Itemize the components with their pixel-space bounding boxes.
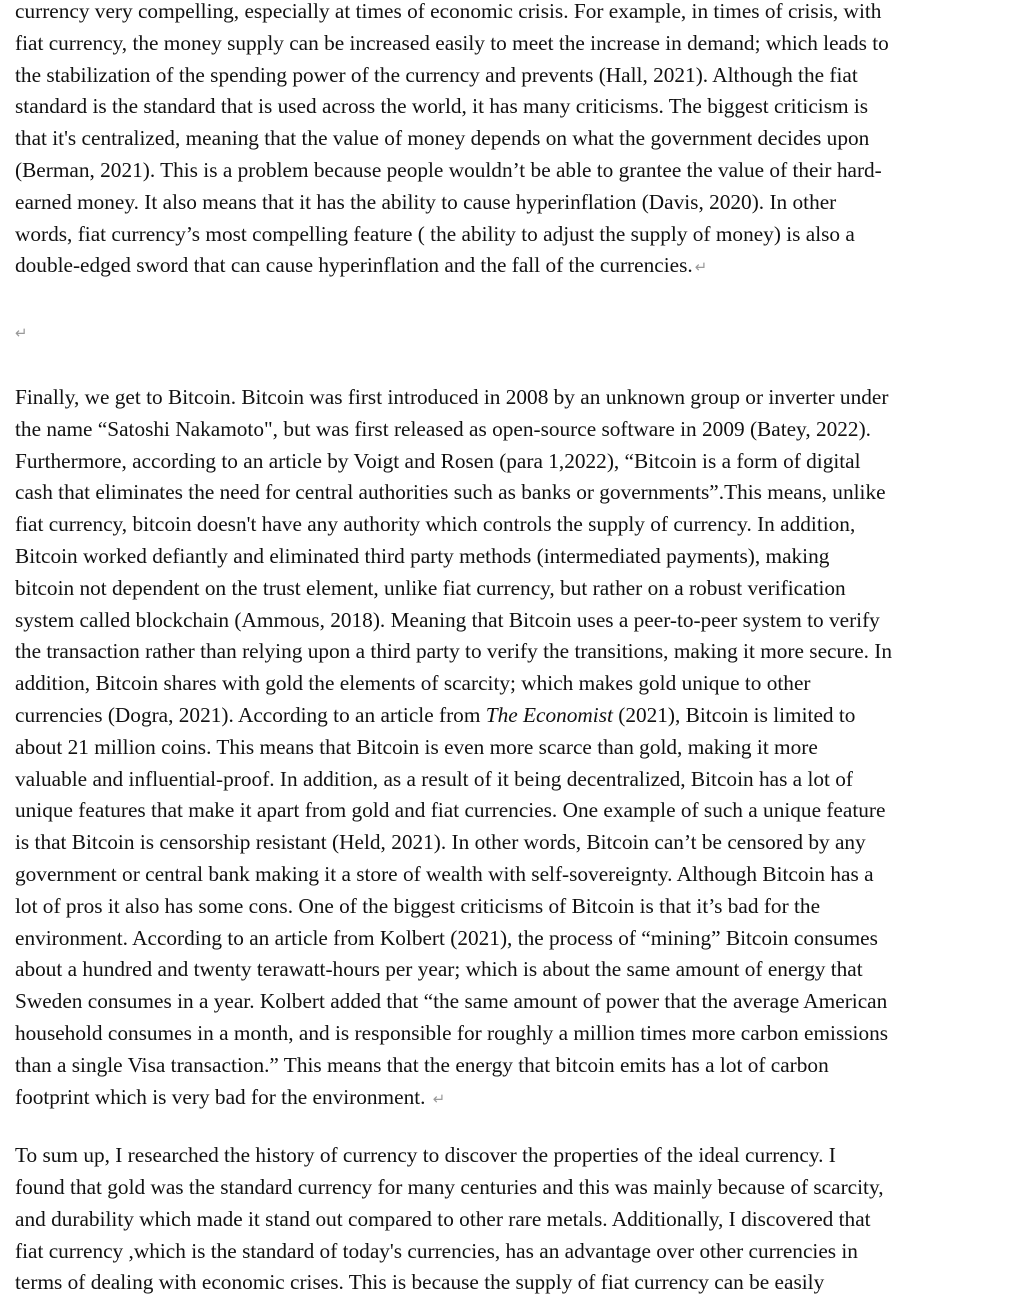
text-line: the name “Satoshi Nakamoto", but was first released as open-source software in 2009 (Batey, 2022). [15,416,871,441]
text-line: found that gold was the standard currency for many centuries and this was mainly because of scarcity, [15,1175,884,1200]
text-line: cash that eliminates the need for central authorities such as banks or governments”.This means, unlike [15,480,886,505]
text-line: about 21 million coins. This means that Bitcoin is even more scarce than gold, making it more [15,734,818,759]
text-line: To sum up, I researched the history of currency to discover the properties of the ideal currency. I [15,1143,836,1168]
text-line: that it's centralized, meaning that the value of money depends on what the government decides upon [15,126,870,151]
text-segment: currencies (Dogra, 2021). According to an article from [15,702,486,727]
text-line: and durability which made it stand out compared to other rare metals. Additionally, I discovered that [15,1206,871,1231]
text-line: Finally, we get to Bitcoin. Bitcoin was first introduced in 2008 by an unknown group or inverter under [15,384,889,409]
empty-paragraph [15,316,1007,348]
text-line-last [15,1082,1007,1116]
text-line-content: footprint which is very bad for the environment. [15,1084,431,1109]
text-line: government or central bank making it a store of wealth with self-sovereignty. Although Bitcoin has a [15,861,874,886]
text-line: lot of pros it also has some cons. One of the biggest criticisms of Bitcoin is that it’s bad for the [15,893,821,918]
text-line: about a hundred and twenty terawatt-hours per year; which is about the same amount of energy that [15,957,863,982]
paragraph-spacing [15,358,1007,382]
text-line: the transaction rather than relying upon a third party to verify the transitions, making it more secure. In [15,639,893,664]
paragraph-mark-icon: ↵ [432,1089,446,1108]
text-line: standard is the standard that is used across the world, it has many criticisms. The biggest criticism is [15,94,869,119]
text-line: household consumes in a month, and is responsible for roughly a million times more carbon emissions [15,1020,889,1045]
text-line: valuable and influential-proof. In addition, as a result of it being decentralized, Bitcoin has a lot of [15,766,854,791]
text-line: words, fiat currency’s most compelling feature ( the ability to adjust the supply of money) is also a [15,221,855,246]
text-line: bitcoin not dependent on the trust element, unlike fiat currency, but rather on a robust verification [15,575,846,600]
paragraph-spacing [15,1115,1007,1140]
text-line-with-citation [15,700,1007,732]
text-line: Sweden consumes in a year. Kolbert added that “the same amount of power that the average American [15,989,888,1014]
text-line: is that Bitcoin is censorship resistant (Held, 2021). In other words, Bitcoin can’t be censored by any [15,830,866,855]
text-line: fiat currency ,which is the standard of today's currencies, has an advantage over other currencies in [15,1238,858,1263]
text-line: system called blockchain (Ammous, 2018). Meaning that Bitcoin uses a peer-to-peer system to verify [15,607,880,632]
paragraph-conclusion [15,1140,1007,1299]
text-line: earned money. It also means that it has the ability to cause hyperinflation (Davis, 2020). In other [15,189,837,214]
paragraph-mark-icon: ↵ [694,258,708,277]
paragraph-spacing [15,284,1007,306]
text-line: unique features that make it apart from gold and fiat currencies. One example of such a unique feature [15,798,886,823]
text-line-last [15,250,1007,284]
text-line: the stabilization of the spending power of the currency and prevents (Hall, 2021). Although the fiat [15,62,858,87]
text-line: Bitcoin worked defiantly and eliminated third party methods (intermediated payments), making [15,543,830,568]
document-page [15,0,1007,1299]
text-line-content: double-edged sword that can cause hyperinflation and the fall of the currencies. [15,253,693,278]
paragraph-mark-icon: ↵ [15,324,28,343]
text-line: currency very compelling, especially at times of economic crisis. For example, in times of crisis, with [15,0,882,23]
paragraph-fiat-currency [15,0,1007,284]
text-line: than a single Visa transaction.” This means that the energy that bitcoin emits has a lot of carbon [15,1052,829,1077]
text-line: terms of dealing with economic crises. This is because the supply of fiat currency can be easily [15,1270,825,1295]
publication-title: The Economist [485,702,613,727]
text-line: Furthermore, according to an article by Voigt and Rosen (para 1,2022), “Bitcoin is a form of digital [15,448,861,473]
text-line: environment. According to an article from Kolbert (2021), the process of “mining” Bitcoin consumes [15,925,878,950]
paragraph-bitcoin [15,382,1007,1115]
text-line: fiat currency, the money supply can be increased easily to meet the increase in demand; which leads to [15,30,889,55]
text-line: fiat currency, bitcoin doesn't have any authority which controls the supply of currency. In addition, [15,512,856,537]
text-line: addition, Bitcoin shares with gold the elements of scarcity; which makes gold unique to other [15,671,811,696]
text-line: (Berman, 2021). This is a problem because people wouldn’t be able to grantee the value of their hard- [15,157,882,182]
text-segment: (2021), Bitcoin is limited to [612,702,856,727]
